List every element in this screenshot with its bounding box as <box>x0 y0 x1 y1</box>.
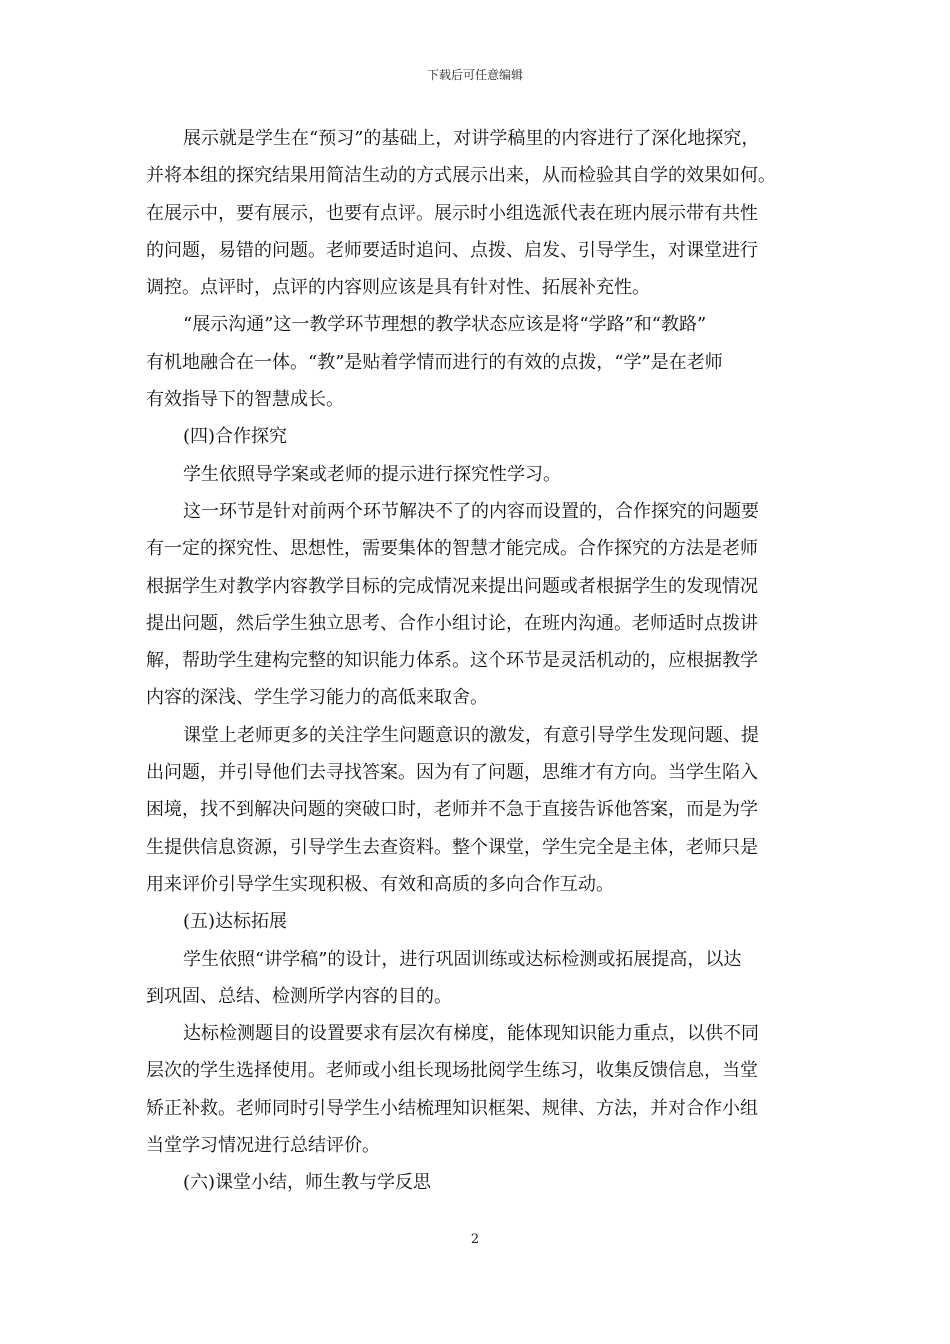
text-line: 学生依照“讲学稿”的设计，进行巩固训练或达标检测或拓展提高，以达 <box>183 948 742 970</box>
text-line: 在展示中，要有展示，也要有点评。展示时小组选派代表在班内展示带有共性 <box>146 202 758 224</box>
text-line: (四)合作探究 <box>183 426 288 448</box>
text-line: 困境，找不到解决问题的突破口时，老师并不急于直接告诉他答案，而是为学 <box>146 799 758 821</box>
text-line: 到巩固、总结、检测所学内容的目的。 <box>146 985 452 1007</box>
text-line: 用来评价引导学生实现积极、有效和高质的多向合作互动。 <box>146 873 614 895</box>
page-number: 2 <box>470 1232 480 1247</box>
text-line: (六)课堂小结，师生教与学反思 <box>183 1172 432 1194</box>
text-line: 有一定的探究性、思想性，需要集体的智慧才能完成。合作探究的方法是老师 <box>146 538 758 560</box>
text-line: 展示就是学生在“预习”的基础上，对讲学稿里的内容进行了深化地探究， <box>183 128 760 149</box>
text-line: 有机地融合在一体。“教”是贴着学情而进行的有效的点拨，“学”是在老师 <box>146 351 723 373</box>
text-line: (五)达标拓展 <box>183 911 288 933</box>
text-line: 当堂学习情况进行总结评价。 <box>146 1135 380 1157</box>
text-line: 解，帮助学生建构完整的知识能力体系。这个环节是灵活机动的，应根据教学 <box>146 650 758 672</box>
text-line: 学生依照导学案或老师的提示进行探究性学习。 <box>183 463 561 485</box>
page-header: 下载后可任意编辑 <box>426 68 523 82</box>
text-line: 达标检测题目的设置要求有层次有梯度，能体现知识能力重点，以供不同 <box>183 1023 759 1045</box>
text-line: 根据学生对教学内容教学目标的完成情况来提出问题或者根据学生的发现情况 <box>146 575 758 597</box>
text-line: 内容的深浅、学生学习能力的高低来取舍。 <box>146 687 488 709</box>
text-line: 出问题，并引导他们去寻找答案。因为有了问题，思维才有方向。当学生陷入 <box>146 762 758 784</box>
text-line: 这一环节是针对前两个环节解决不了的内容而设置的，合作探究的问题要 <box>183 500 759 522</box>
text-line: 有效指导下的智慧成长。 <box>146 389 344 411</box>
text-line: 调控。点评时，点评的内容则应该是具有针对性、拓展补充性。 <box>146 277 650 299</box>
text-line: “展示沟通”这一教学环节理想的教学状态应该是将“学路”和“教路” <box>183 314 707 336</box>
text-line: 矫正补救。老师同时引导学生小结梳理知识框架、规律、方法，并对合作小组 <box>146 1097 758 1119</box>
text-line: 生提供信息资源，引导学生去查资料。整个课堂，学生完全是主体，老师只是 <box>146 836 758 858</box>
text-line: 并将本组的探究结果用简洁生动的方式展示出来，从而检验其自学的效果如何。 <box>146 165 776 187</box>
text-line: 提出问题，然后学生独立思考、合作小组讨论，在班内沟通。老师适时点拨讲 <box>146 612 758 634</box>
text-line: 课堂上老师更多的关注学生问题意识的激发，有意引导学生发现问题、提 <box>183 724 759 746</box>
text-line: 层次的学生选择使用。老师或小组长现场批阅学生练习，收集反馈信息，当堂 <box>146 1060 758 1082</box>
text-line: 的问题，易错的问题。老师要适时追问、点拨、启发、引导学生，对课堂进行 <box>146 239 758 261</box>
document-body <box>146 120 806 1202</box>
